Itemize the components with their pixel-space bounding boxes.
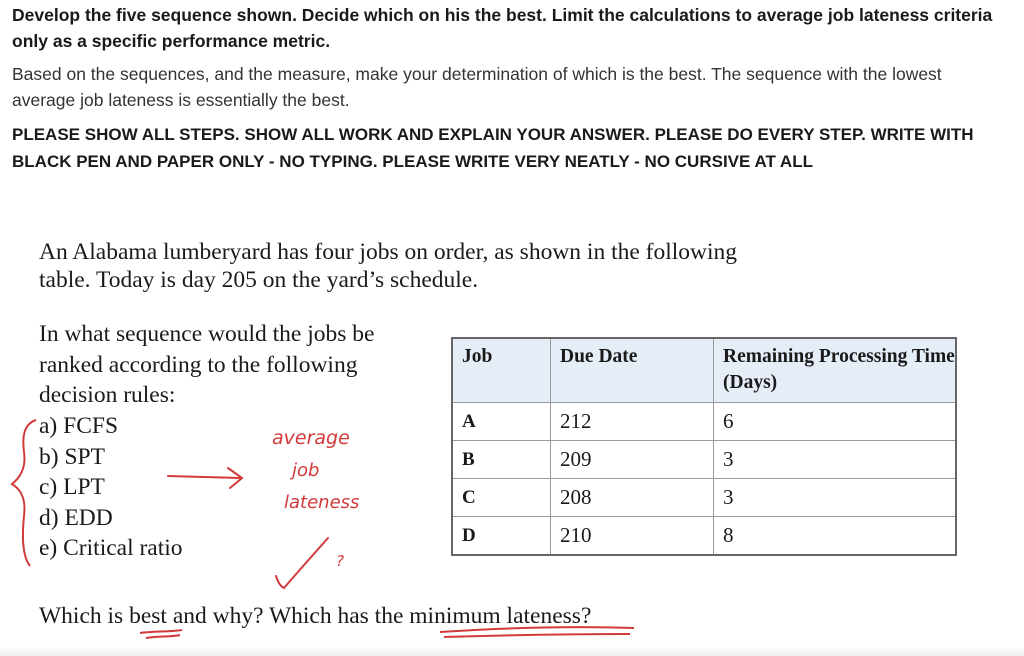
- final-question-minimum: minimum lateness?: [409, 603, 592, 629]
- final-question: [39, 601, 591, 631]
- cell-due-date: 208: [551, 479, 714, 517]
- handwritten-word-lateness: lateness: [284, 492, 360, 513]
- instruction-task: Develop the five sequence shown. Decide which on his the best. Limit the calculations to average job lateness criteria only as a specific performance metric.: [12, 5, 993, 51]
- problem-question: In what sequence would the jobs be ranked according to the following decision rules:: [39, 321, 375, 408]
- rule-edd: d) EDD: [39, 504, 113, 531]
- rule-lpt: c) LPT: [39, 474, 105, 500]
- rule-spt: b) SPT: [39, 443, 105, 470]
- cell-job: D: [452, 517, 551, 556]
- cell-remaining: 6: [714, 403, 957, 441]
- decision-rules-list: [39, 411, 183, 564]
- problem-intro-line2: table. Today is day 205 on the yard’s schedule.: [39, 267, 479, 293]
- bottom-fade: [0, 646, 1024, 656]
- cell-due-date: 212: [551, 403, 714, 441]
- table-row: [452, 479, 956, 517]
- instruction-requirements: PLEASE SHOW ALL STEPS. SHOW ALL WORK AND EXPLAIN YOUR ANSWER. PLEASE DO EVERY STEP. WRITE WITH BLACK PEN AND PAPER ONLY - NO TYPING. PLEASE WRITE VERY NEATLY - NO CURSIVE AT ALL: [12, 125, 974, 171]
- header-remaining-time: Remaining Processing Time (Days): [714, 338, 957, 403]
- underline-best: [140, 630, 182, 638]
- final-question-part2: and why? Which has the: [166, 603, 410, 629]
- header-due-date: Due Date: [551, 338, 714, 403]
- handwritten-word-average: average: [272, 427, 350, 449]
- handwritten-word-job: job: [292, 460, 320, 481]
- header-job: Job: [452, 338, 551, 403]
- problem-intro-line1: An Alabama lumberyard has four jobs on order, as shown in the following: [39, 239, 738, 265]
- rule-critical-ratio: e) Critical ratio: [39, 535, 183, 561]
- table-row: [452, 441, 956, 479]
- cell-remaining: 8: [714, 517, 957, 556]
- checkmark-icon: [276, 538, 328, 588]
- table-header-row: [452, 338, 956, 403]
- jobs-table: [451, 337, 957, 556]
- cell-remaining: 3: [714, 479, 957, 517]
- table-row: [452, 403, 956, 441]
- cell-job: A: [452, 403, 551, 441]
- rule-fcfs: a) FCFS: [39, 413, 119, 439]
- final-question-part1: Which is: [39, 603, 130, 629]
- final-question-best: best: [129, 603, 167, 629]
- cell-due-date: 209: [551, 441, 714, 479]
- brace-mark: [12, 420, 36, 566]
- instruction-criteria: Based on the sequences, and the measure, make your determination of which is the best. The sequence with the lowest average job lateness is essentially the best.: [12, 64, 942, 110]
- handwritten-question-mark: ?: [336, 552, 344, 570]
- problem-intro: [39, 238, 819, 294]
- table-row: [452, 517, 956, 556]
- cell-job: B: [452, 441, 551, 479]
- cell-due-date: 210: [551, 517, 714, 556]
- cell-job: C: [452, 479, 551, 517]
- cell-remaining: 3: [714, 441, 957, 479]
